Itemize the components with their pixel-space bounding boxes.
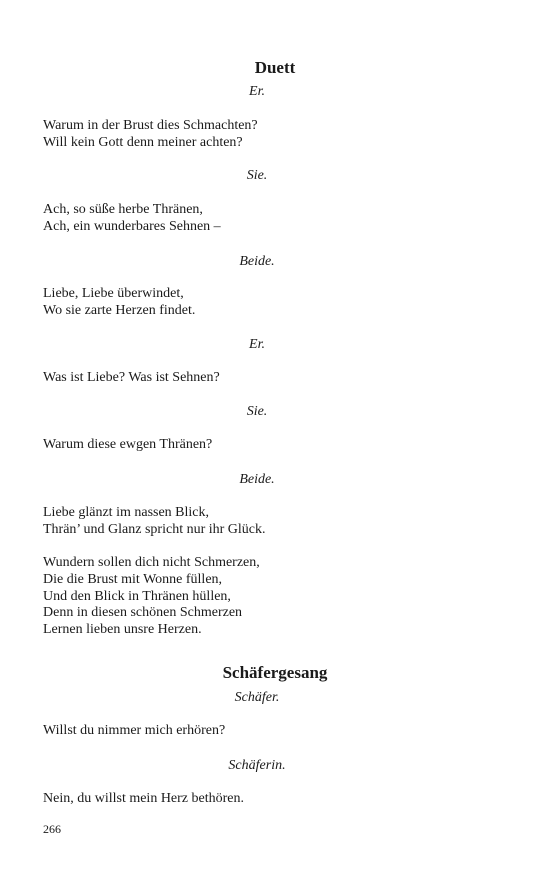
- stanza-4: [43, 370, 503, 387]
- verse-line: Thrän’ und Glanz spricht nur ihr Glück.: [43, 521, 266, 537]
- verse-line: Wo sie zarte Herzen findet.: [43, 302, 196, 318]
- stanza-3: [43, 286, 503, 320]
- verse-line: Ach, so süße herbe Thränen,: [43, 202, 203, 217]
- stanza-8: [43, 723, 503, 740]
- verse-line: Was ist Liebe? Was ist Sehnen?: [43, 370, 220, 385]
- speaker-label-er: Er.: [249, 337, 265, 352]
- speaker-label-beide: Beide.: [239, 472, 275, 487]
- speaker-label-schaeferin: Schäferin.: [228, 758, 286, 773]
- verse-line: Und den Blick in Thränen hüllen,: [43, 588, 231, 604]
- poem-title-schaefergesang: Schäfergesang: [222, 663, 328, 682]
- verse-line: Lernen lieben unsre Herzen.: [43, 622, 202, 638]
- verse-line: Will kein Gott denn meiner achten?: [43, 134, 243, 150]
- verse-line: Willst du nimmer mich erhören?: [43, 723, 226, 738]
- stanza-9: [43, 791, 503, 808]
- verse-line: Liebe, Liebe überwindet,: [43, 286, 184, 301]
- verse-line: Wundern sollen dich nicht Schmerzen,: [43, 555, 260, 570]
- speaker-label-sie: Sie.: [246, 404, 268, 419]
- stanza-1: [43, 118, 503, 152]
- speaker-label-beide: Beide.: [239, 254, 275, 269]
- verse-line: Ach, ein wunderbares Sehnen –: [43, 218, 221, 234]
- verse-line: Warum diese ewgen Thränen?: [43, 437, 213, 452]
- stanza-2: [43, 202, 503, 236]
- stanza-7: [43, 555, 503, 639]
- page-number: 266: [43, 822, 61, 836]
- verse-line: Liebe glänzt im nassen Blick,: [43, 505, 210, 520]
- speaker-label-er: Er.: [249, 84, 265, 99]
- speaker-label-sie: Sie.: [246, 168, 268, 183]
- verse-line: Nein, du willst mein Herz bethören.: [43, 791, 245, 806]
- stanza-5: [43, 437, 503, 454]
- speaker-label-schaefer: Schäfer.: [234, 690, 280, 705]
- verse-line: Warum in der Brust dies Schmachten?: [43, 118, 258, 133]
- verse-line: Denn in diesen schönen Schmerzen: [43, 605, 243, 621]
- verse-line: Die die Brust mit Wonne füllen,: [43, 571, 223, 587]
- stanza-6: [43, 505, 503, 539]
- poem-title-duett: Duett: [254, 58, 296, 77]
